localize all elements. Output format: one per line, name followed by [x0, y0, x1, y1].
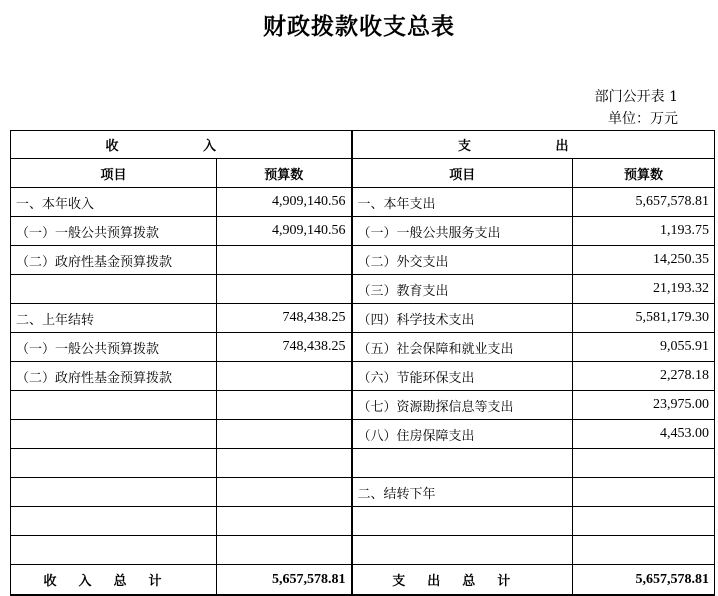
income-total-label: 收入总计 [11, 565, 217, 596]
income-value-cell: 4,909,140.56 [217, 217, 352, 246]
expense-item-cell [352, 507, 573, 536]
expense-item-cell: （一）一般公共服务支出 [352, 217, 573, 246]
income-item-cell: （一）一般公共预算拨款 [11, 217, 217, 246]
expense-value-cell: 23,975.00 [573, 391, 715, 420]
expense-item-cell: 二、结转下年 [352, 478, 573, 507]
income-value-cell [217, 449, 352, 478]
expense-value-cell: 14,250.35 [573, 246, 715, 275]
expense-value-cell: 5,657,578.81 [573, 188, 715, 217]
expense-value-cell: 21,193.32 [573, 275, 715, 304]
income-item-cell [11, 275, 217, 304]
expense-section-header: 支 出 [352, 131, 715, 159]
income-value-cell [217, 536, 352, 565]
income-item-cell: （二）政府性基金预算拨款 [11, 246, 217, 275]
expense-value-cell: 5,581,179.30 [573, 304, 715, 333]
expense-item-cell: （二）外交支出 [352, 246, 573, 275]
table-row [11, 449, 715, 478]
income-value-cell [217, 362, 352, 391]
table-row [11, 507, 715, 536]
table-row [11, 275, 715, 304]
income-value-cell: 748,438.25 [217, 304, 352, 333]
table-row [11, 217, 715, 246]
expense-item-cell [352, 536, 573, 565]
expense-item-cell [352, 449, 573, 478]
unit-label: 单位：万元 [608, 111, 678, 127]
expense-item-cell: （四）科学技术支出 [352, 304, 573, 333]
income-item-cell: 二、上年结转 [11, 304, 217, 333]
income-value-cell [217, 246, 352, 275]
table-row [11, 536, 715, 565]
page-title: 财政拨款收支总表 [263, 13, 455, 40]
expense-total-value: 5,657,578.81 [573, 565, 715, 596]
income-value-cell: 4,909,140.56 [217, 188, 352, 217]
income-item-cell: （二）政府性基金预算拨款 [11, 362, 217, 391]
table-row [11, 333, 715, 362]
income-value-cell [217, 275, 352, 304]
income-value-cell [217, 507, 352, 536]
income-item-header: 项目 [11, 159, 217, 188]
expense-item-cell: （七）资源勘探信息等支出 [352, 391, 573, 420]
expense-value-cell [573, 507, 715, 536]
expense-value-cell [573, 536, 715, 565]
expense-value-cell: 9,055.91 [573, 333, 715, 362]
expense-item-header: 项目 [352, 159, 573, 188]
table-row [11, 246, 715, 275]
expense-total-label: 支出总计 [352, 565, 573, 596]
expense-item-cell: （八）住房保障支出 [352, 420, 573, 449]
income-value-cell [217, 420, 352, 449]
expense-item-cell: （六）节能环保支出 [352, 362, 573, 391]
table-row [11, 188, 715, 217]
income-item-cell [11, 507, 217, 536]
expense-item-cell: （五）社会保障和就业支出 [352, 333, 573, 362]
expense-value-cell [573, 449, 715, 478]
expense-budget-header: 预算数 [573, 159, 715, 188]
table-row [11, 304, 715, 333]
expense-value-cell: 2,278.18 [573, 362, 715, 391]
income-total-value: 5,657,578.81 [217, 565, 352, 596]
income-item-cell [11, 391, 217, 420]
table-row [11, 362, 715, 391]
income-value-cell [217, 391, 352, 420]
expense-value-cell: 1,193.75 [573, 217, 715, 246]
income-value-cell: 748,438.25 [217, 333, 352, 362]
expense-value-cell [573, 478, 715, 507]
income-value-cell [217, 478, 352, 507]
income-item-cell [11, 420, 217, 449]
income-budget-header: 预算数 [217, 159, 352, 188]
budget-table [10, 130, 715, 596]
table-row [11, 478, 715, 507]
income-item-cell [11, 478, 217, 507]
income-section-header: 收 入 [11, 131, 352, 159]
income-item-cell [11, 536, 217, 565]
expense-item-cell: 一、本年支出 [352, 188, 573, 217]
income-item-cell [11, 449, 217, 478]
income-item-cell: 一、本年收入 [11, 188, 217, 217]
expense-item-cell: （三）教育支出 [352, 275, 573, 304]
table-row [11, 391, 715, 420]
table-number: 部门公开表 1 [594, 89, 678, 105]
table-row [11, 420, 715, 449]
income-item-cell: （一）一般公共预算拨款 [11, 333, 217, 362]
expense-value-cell: 4,453.00 [573, 420, 715, 449]
